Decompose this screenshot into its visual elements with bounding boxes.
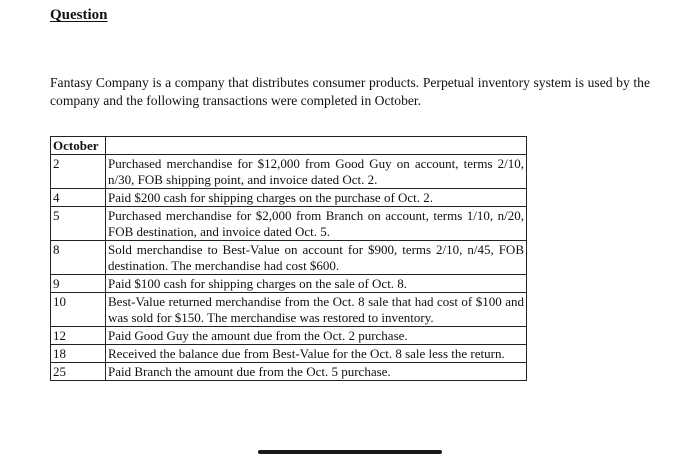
transaction-description: Paid Good Guy the amount due from the Oct. 2 purchase. (106, 327, 527, 345)
table-row (51, 155, 527, 189)
home-indicator (258, 450, 442, 454)
transaction-description: Best-Value returned merchandise from the Oct. 8 sale that had cost of $100 and was sold for $150. The merchandise was restored to inventory. (106, 293, 527, 327)
transaction-description: Purchased merchandise for $12,000 from Good Guy on account, terms 2/10, n/30, FOB shipping point, and invoice dated Oct. 2. (106, 155, 527, 189)
table-row (51, 275, 527, 293)
transaction-description: Received the balance due from Best-Value for the Oct. 8 sale less the return. (106, 345, 527, 363)
transaction-description: Paid $200 cash for shipping charges on the purchase of Oct. 2. (106, 189, 527, 207)
transaction-day: 10 (51, 293, 106, 327)
transaction-day: 4 (51, 189, 106, 207)
transaction-description: Sold merchandise to Best-Value on account for $900, terms 2/10, n/45, FOB destination. The merchandise had cost $600. (106, 241, 527, 275)
table-row (51, 327, 527, 345)
transaction-day: 2 (51, 155, 106, 189)
month-header: October (51, 137, 106, 155)
table-row (51, 293, 527, 327)
table-header-row (51, 137, 527, 155)
transactions-table (50, 136, 527, 381)
transaction-day: 12 (51, 327, 106, 345)
intro-paragraph: Fantasy Company is a company that distributes consumer products. Perpetual inventory system is used by the company and the following transactions were completed in October. (50, 75, 650, 108)
question-heading: Question (50, 7, 108, 23)
transaction-day: 5 (51, 207, 106, 241)
table-row (51, 207, 527, 241)
transaction-description: Paid $100 cash for shipping charges on the sale of Oct. 8. (106, 275, 527, 293)
table-row (51, 189, 527, 207)
table-row (51, 345, 527, 363)
transaction-description: Purchased merchandise for $2,000 from Branch on account, terms 1/10, n/20, FOB destination, and invoice dated Oct. 5. (106, 207, 527, 241)
description-header (106, 137, 527, 155)
table-row (51, 363, 527, 381)
table-row (51, 241, 527, 275)
transaction-day: 9 (51, 275, 106, 293)
transaction-day: 8 (51, 241, 106, 275)
transaction-description: Paid Branch the amount due from the Oct. 5 purchase. (106, 363, 527, 381)
transaction-day: 25 (51, 363, 106, 381)
transaction-day: 18 (51, 345, 106, 363)
